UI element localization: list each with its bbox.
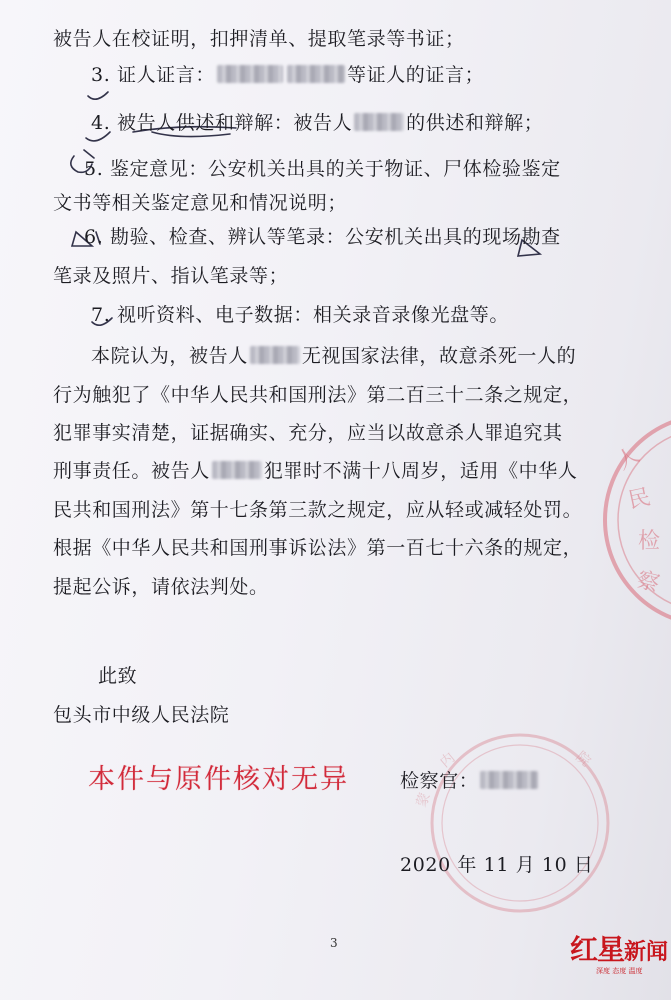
text-segment: 犯罪时不满十八周岁，适用《中华人 [263,460,578,482]
svg-text:人: 人 [612,442,645,476]
text-line-2 [91,62,484,88]
text-segment: 的供述和辩解； [406,112,544,134]
salutation: 此致 [98,665,138,687]
text-line-5: 文书等相关鉴定意见和情况说明； [53,192,348,214]
redacted-name [250,346,300,364]
text-line-15: 提起公诉，请依法判处。 [53,576,269,598]
svg-text:内: 内 [437,749,459,772]
text-segment: 等证人的证言； [346,64,485,86]
redacted-name [480,771,538,789]
addressee: 包头市中级人民法院 [53,704,230,726]
svg-text:院: 院 [572,748,594,771]
text-segment: 本院认为，被告人 [91,345,248,367]
text-line-9 [91,343,576,369]
hongxing-news-logo: 红星新闻 深度 态度 温度 [570,933,669,975]
text-line-1: 被告人在校证明，扣押清单、提取笔录等书证； [53,28,465,50]
text-line-8: 7. 视听资料、电子数据：相关录音录像光盘等。 [91,304,509,326]
prosecutor-label: 检察官： [400,770,479,792]
text-line-3 [91,110,543,136]
redacted-name [287,65,345,83]
redacted-name [354,113,404,131]
page-number: 3 [330,936,338,950]
item-number: 3. 证人证言： [91,64,215,86]
redacted-name [212,461,262,479]
svg-text:察: 察 [634,567,662,598]
text-line-13: 民共和国刑法》第十七条第三款之规定，应从轻或减轻处罚。 [53,499,583,521]
certified-copy-stamp-text: 本件与原件核对无异 [88,764,349,795]
text-segment: 无视国家法律，故意杀死一人的 [301,345,577,367]
svg-text:检: 检 [638,529,661,554]
text-line-4: 5. 鉴定意见：公安机关出具的关于物证、尸体检验鉴定 [84,158,561,180]
text-line-11: 犯罪事实清楚，证据确实、充分，应当以故意杀人罪追究其 [53,422,563,444]
official-seal-stamp-bottom [395,728,635,928]
redacted-name [217,65,283,83]
official-seal-stamp-right [600,390,671,650]
text-line-12 [53,458,577,484]
svg-text:蒙: 蒙 [413,790,434,810]
prosecutor-signature [400,768,540,794]
text-line-6: 6. 勘验、检查、辨认等笔录：公安机关出具的现场勘查 [84,226,561,248]
svg-text:民: 民 [626,484,653,514]
text-line-14: 根据《中华人民共和国刑事诉讼法》第一百七十六条的规定， [53,537,583,559]
text-line-10: 行为触犯了《中华人民共和国刑法》第二百三十二条之规定， [53,384,583,406]
text-segment: 刑事责任。被告人 [53,460,210,482]
text-line-7: 笔录及照片、指认笔录等； [53,265,289,287]
document-date: 2020 年 11 月 10 日 [400,854,594,876]
text-segment: 4. 被告人供述和辩解：被告人 [91,112,353,134]
